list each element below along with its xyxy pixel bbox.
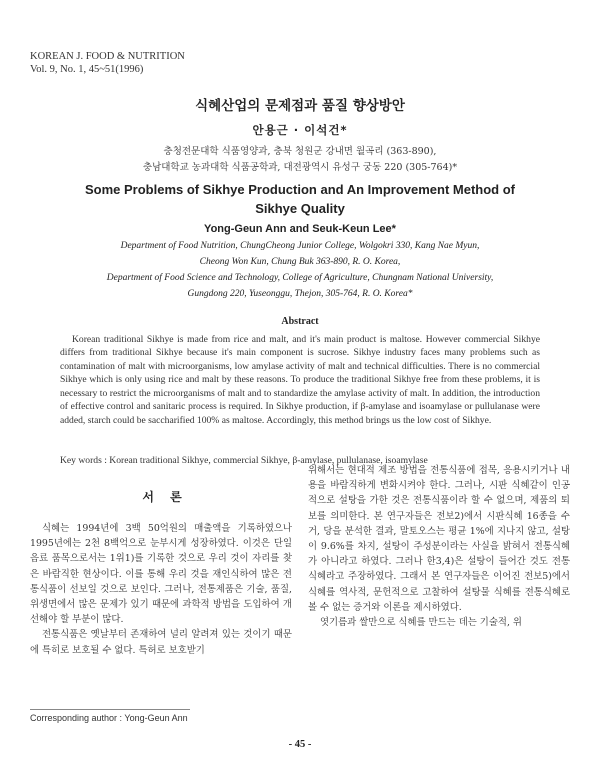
footnote-corresponding-author: Corresponding author : Yong-Geun Ann [30,713,188,723]
english-title-line-2: Sikhye Quality [255,201,345,216]
body-paragraph: 전통식품은 옛날부터 존재하여 널리 알려져 있는 것이기 때문에 특히로 보호될 수 없다. 특허로 보호받기 [30,629,292,656]
body-left-column [30,521,292,658]
korean-affiliation-1: 충청전문대학 식품영양과, 충북 청원군 강내면 월곡리 (363-890), [163,146,437,157]
english-affiliation-4: Gungdong 220, Yuseonggu, Thejon, 305-764, R. O. Korea* [187,289,413,299]
keywords: Key words : Korean traditional Sikhye, commercial Sikhye, β-amylase, pullulanase, isoamylase [60,455,428,466]
journal-volume: Vol. 9, No. 1, 45~51(1996) [30,64,144,75]
body-paragraph: 위해서는 현대적 제조 방법을 전통식품에 접목, 응용시키거나 내용을 바람직하게 변화시켜야 한다. 그러나, 시판 식혜같이 인공적으로 설탕을 가한 것은 전통식품이라 할 수 없으며, 제품의 퇴보를 의미한다. 본 연구자들은 전보2)에서 시판식혜 16종을 수거, 당을 분석한 결과, 말토오스는 평균 1%에 지나지 않고, 설탕이 9.6%를 차지, 설탕이 주성분이라는 사실을 밝혀서 전통식혜가 아니라고 하였다. 그러나 한3,4)은 설탕이 들어간 것도 전통식혜라고 주장하였다. 그래서 본 연구자들은 이어진 전보5)에서 식혜를 역사적, 문헌적으로 고찰하여 설탕물 식혜를 전통식혜로 볼 수 없는 증거와 이론을 제시하였다. [308,465,570,613]
english-title [0,180,600,218]
body-paragraph: 엿기름과 쌀만으로 식혜를 만드는 데는 기술적, 위 [320,617,522,629]
abstract-heading: Abstract [281,316,319,327]
section-heading-introduction: 서 론 [142,490,188,504]
abstract-text: Korean traditional Sikhye is made from rice and malt, and it's main product is maltose. However commercial Sikhye differs from traditional Sikhye because it's main component is sucrose. Sikhye industry faces many problems such as contamination of malt with microorganisms, low amylase activity of malt and technical difficulties. There is no commercial Sikhye which is only using rice and malt by these reasons. To produce the traditional Sikhye free from these problems, it is necessary to restrict the microorganisms of malt and to standardize the amylase activity of malt. In addition, the introduction of effective control and sanitaric process is required. In Sikhye production, if β-amylase and isoamylase or pullulanase were added, starch could be saccharified 100% as maltose. Accordingly, this method brings us the low cost of Sikhye. [60,334,540,426]
english-affiliation-2: Cheong Won Kun, Chung Buk 363-890, R. O. Korea, [199,257,401,267]
korean-authors: 안용근 · 이석건* [252,123,348,137]
page-number: - 45 - [288,739,312,750]
korean-title: 식혜산업의 문제점과 품질 향상방안 [195,98,405,114]
body-right-column [308,463,570,630]
english-affiliation-3: Department of Food Science and Technology, College of Agriculture, Chungnam National University, [106,273,494,283]
journal-info [30,50,185,76]
english-affiliation-1: Department of Food Nutrition, ChungCheong Junior College, Wolgokri 330, Kang Nae Myun, [120,241,480,251]
body-paragraph: 식혜는 1994년에 3백 50억원의 매출액을 기록하였으나 1995년에는 2천 8백억으로 눈부시게 성장하였다. 이것은 단일 음료 품목으로서는 1위1)를 기록한 것으로 우리 것이 자리를 찾은 바람직한 현상이다. 이를 통해 우리 것을 재인식하여 많은 전통식품이 선보일 것으로 보인다. 그러나, 전통제품은 기술, 품질, 위생면에서 많은 문제가 있기 때문에 과학적 방법을 도입하여 개선해야 할 부분이 많다. [30,523,292,626]
english-authors: Yong-Geun Ann and Seuk-Keun Lee* [204,223,396,235]
journal-name: KOREAN J. FOOD & NUTRITION [30,51,185,62]
english-title-line-1: Some Problems of Sikhye Production and An Improvement Method of [84,182,515,197]
korean-affiliation-2: 충남대학교 농과대학 식품공학과, 대전광역시 유성구 궁동 220 (305-764)* [142,162,458,173]
footnote-divider [30,709,190,710]
